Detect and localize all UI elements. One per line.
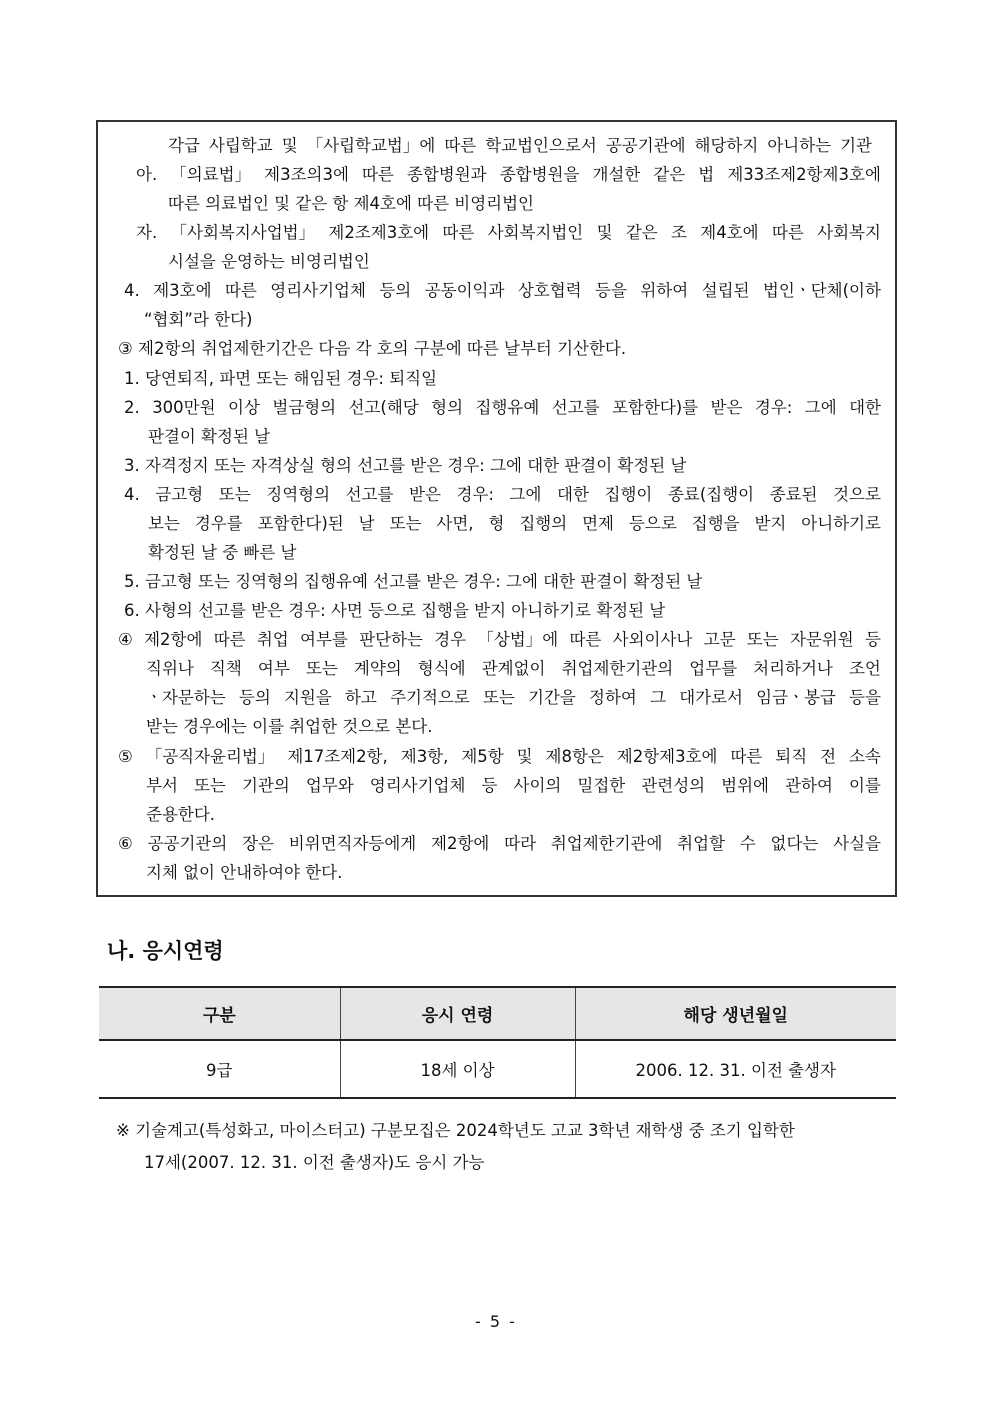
law-text-line: 2. 300만원 이상 벌금형의 선고(해당 형의 집행유예 선고를 포함한다)를 받은 경우: 그에 대한: [124, 398, 881, 417]
law-text-line: 따른 의료법인 및 같은 항 제4호에 따른 비영리법인: [168, 194, 534, 213]
law-text-line: 지체 없이 안내하여야 한다.: [146, 863, 343, 882]
law-text-line: 준용한다.: [146, 805, 216, 824]
law-text-line: 시설을 운영하는 비영리법인: [168, 252, 370, 271]
law-text-line: 각급 사립학교 및 「사립학교법」에 따른 학교법인으로서 공공기관에 해당하지 아니하는 기관: [168, 136, 872, 155]
law-text-line: 받는 경우에는 이를 취업한 것으로 본다.: [146, 717, 433, 736]
age-requirement-table: [99, 986, 896, 1099]
column-header-age: 응시 연령: [340, 987, 575, 1040]
law-text-line: 4. 제3호에 따른 영리사기업체 등의 공동이익과 상호협력 등을 위하여 설립된 법인ㆍ단체(이하: [124, 281, 881, 300]
law-text-line: 판결이 확정된 날: [148, 427, 271, 446]
law-text-line: 3. 자격정지 또는 자격상실 형의 선고를 받은 경우: 그에 대한 판결이 확정된 날: [124, 456, 687, 475]
law-text-line: 6. 사형의 선고를 받은 경우: 사면 등으로 집행을 받지 아니하기로 확정된 날: [124, 601, 666, 620]
law-text-line: “협회”라 한다): [144, 310, 253, 329]
column-header-category: 구분: [99, 987, 340, 1040]
law-text-line: 4. 금고형 또는 징역형의 선고를 받은 경우: 그에 대한 집행이 종료(집행이 종료된 것으로: [124, 485, 881, 504]
page-number: - 5 -: [475, 1312, 517, 1331]
column-header-birthdate: 해당 생년월일: [575, 987, 896, 1040]
law-text-line: 직위나 직책 여부 또는 계약의 형식에 관계없이 취업제한기관의 업무를 처리하거나 조언: [146, 659, 881, 678]
note-line-2: 17세(2007. 12. 31. 이전 출생자)도 응시 가능: [144, 1153, 485, 1172]
law-text-line: 5. 금고형 또는 징역형의 집행유예 선고를 받은 경우: 그에 대한 판결이 확정된 날: [124, 572, 703, 591]
cell-age: 18세 이상: [340, 1040, 575, 1098]
law-text-line: 아. 「의료법」 제3조의3에 따른 종합병원과 종합병원을 개설한 같은 법 제33조제2항제3호에: [136, 165, 881, 184]
table-header-row: [99, 987, 896, 1040]
law-text-line: 1. 당연퇴직, 파면 또는 해임된 경우: 퇴직일: [124, 369, 438, 388]
section-title: 나. 응시연령: [107, 939, 224, 963]
law-text-line: ⑤ 「공직자윤리법」 제17조제2항, 제3항, 제5항 및 제8항은 제2항제3호에 따른 퇴직 전 소속: [118, 747, 881, 766]
law-text-line: 보는 경우를 포함한다)된 날 또는 사면, 형 집행의 면제 등으로 집행을 받지 아니하기로: [148, 514, 881, 533]
law-text-line: 자. 「사회복지사업법」 제2조제3호에 따른 사회복지법인 및 같은 조 제4호에 따른 사회복지: [136, 223, 881, 242]
law-text-line: ㆍ자문하는 등의 지원을 하고 주기적으로 또는 기간을 정하여 그 대가로서 임금ㆍ봉급 등을: [146, 688, 881, 707]
cell-grade: 9급: [99, 1040, 340, 1098]
law-text-line: ③ 제2항의 취업제한기간은 다음 각 호의 구분에 따른 날부터 기산한다.: [118, 339, 627, 358]
law-text-line: 확정된 날 중 빠른 날: [148, 543, 297, 562]
law-excerpt-box: [96, 120, 897, 897]
cell-birthdate: 2006. 12. 31. 이전 출생자: [575, 1040, 896, 1098]
law-text-line: ④ 제2항에 따른 취업 여부를 판단하는 경우 「상법」에 따른 사외이사나 고문 또는 자문위원 등: [118, 630, 881, 649]
law-text-line: 부서 또는 기관의 업무와 영리사기업체 등 사이의 밀접한 관련성의 범위에 관하여 이를: [146, 776, 881, 795]
table-row: [99, 1040, 896, 1098]
law-text-line: ⑥ 공공기관의 장은 비위면직자등에게 제2항에 따라 취업제한기관에 취업할 수 없다는 사실을: [118, 834, 881, 853]
note-line-1: ※ 기술계고(특성화고, 마이스터고) 구분모집은 2024학년도 고교 3학년 재학생 중 조기 입학한: [116, 1121, 795, 1140]
